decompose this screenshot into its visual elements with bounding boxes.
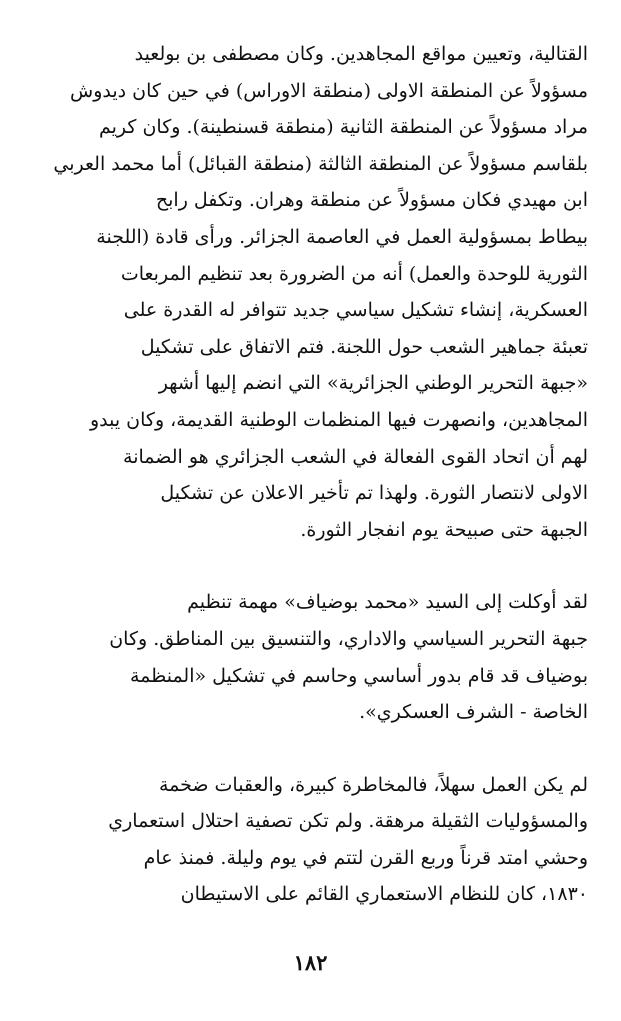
text-line: «جبهة التحرير الوطني الجزائرية» التي انضم إليها أشهر <box>158 372 588 395</box>
text-line: الجبهة حتى صبيحة يوم انفجار الثورة. <box>300 518 588 541</box>
text-line: مراد مسؤولاً عن المنطقة الثانية (منطقة قسنطينة). وكان كريم <box>98 116 588 139</box>
page-number: ١٨٢ <box>293 950 328 975</box>
text-line: ابن مهيدي فكان مسؤولاً عن منطقة وهران. وتكفل رابح <box>155 189 588 212</box>
text-line: ١٨٣٠، كان للنظام الاستعماري القائم على الاستيطان <box>180 883 588 906</box>
text-line: لم يكن العمل سهلاً، فالمخاطرة كبيرة، والعقبات ضخمة <box>158 773 588 796</box>
text-line: تعبئة جماهير الشعب حول اللجنة. فتم الاتفاق على تشكيل <box>140 335 588 358</box>
text-line: الاولى لانتصار الثورة. ولهذا تم تأخير الاعلان عن تشكيل <box>160 482 588 505</box>
paragraph-2 <box>40 584 588 730</box>
text-line: بوضياف قد قام بدور أساسي وحاسم في تشكيل «المنظمة <box>129 664 588 687</box>
text-line: بيطاط بمسؤولية العمل في العاصمة الجزائر. ورأى قادة (اللجنة <box>96 225 588 248</box>
paragraph-spacer <box>40 731 588 767</box>
paragraph-3 <box>40 767 588 913</box>
text-line: العسكرية، إنشاء تشكيل سياسي جديد تتوافر له القدرة على <box>123 299 588 322</box>
text-line: لهم أن اتحاد القوى الفعالة في الشعب الجزائري هو الضمانة <box>123 445 588 468</box>
text-line: القتالية، وتعيين مواقع المجاهدين. وكان مصطفى بن بولعيد <box>134 43 588 65</box>
text-line: المجاهدين، وانصهرت فيها المنظمات الوطنية القديمة، وكان يبدو <box>89 408 588 431</box>
page-body <box>40 36 588 913</box>
text-line: الخاصة - الشرف العسكري». <box>359 701 588 724</box>
text-line: مسؤولاً عن المنطقة الاولى (منطقة الاوراس) في حين كان ديدوش <box>70 79 588 102</box>
paragraph-spacer <box>40 548 588 584</box>
text-line: جبهة التحرير السياسي والاداري، والتنسيق بين المناطق. وكان <box>109 627 588 650</box>
paragraph-1 <box>40 36 588 548</box>
text-line: بلقاسم مسؤولاً عن المنطقة الثالثة (منطقة القبائل) أما محمد العربي <box>53 152 588 175</box>
text-line: لقد أوكلت إلى السيد «محمد بوضياف» مهمة تنظيم <box>187 591 588 614</box>
text-line: والمسؤوليات الثقيلة مرهقة. ولم تكن تصفية احتلال استعماري <box>108 810 588 833</box>
text-line: الثورية للوحدة والعمل) أنه من الضرورة بعد تنظيم المربعات <box>120 262 588 285</box>
text-line: وحشي امتد قرناً وربع القرن لتتم في يوم وليلة. فمنذ عام <box>143 846 588 869</box>
